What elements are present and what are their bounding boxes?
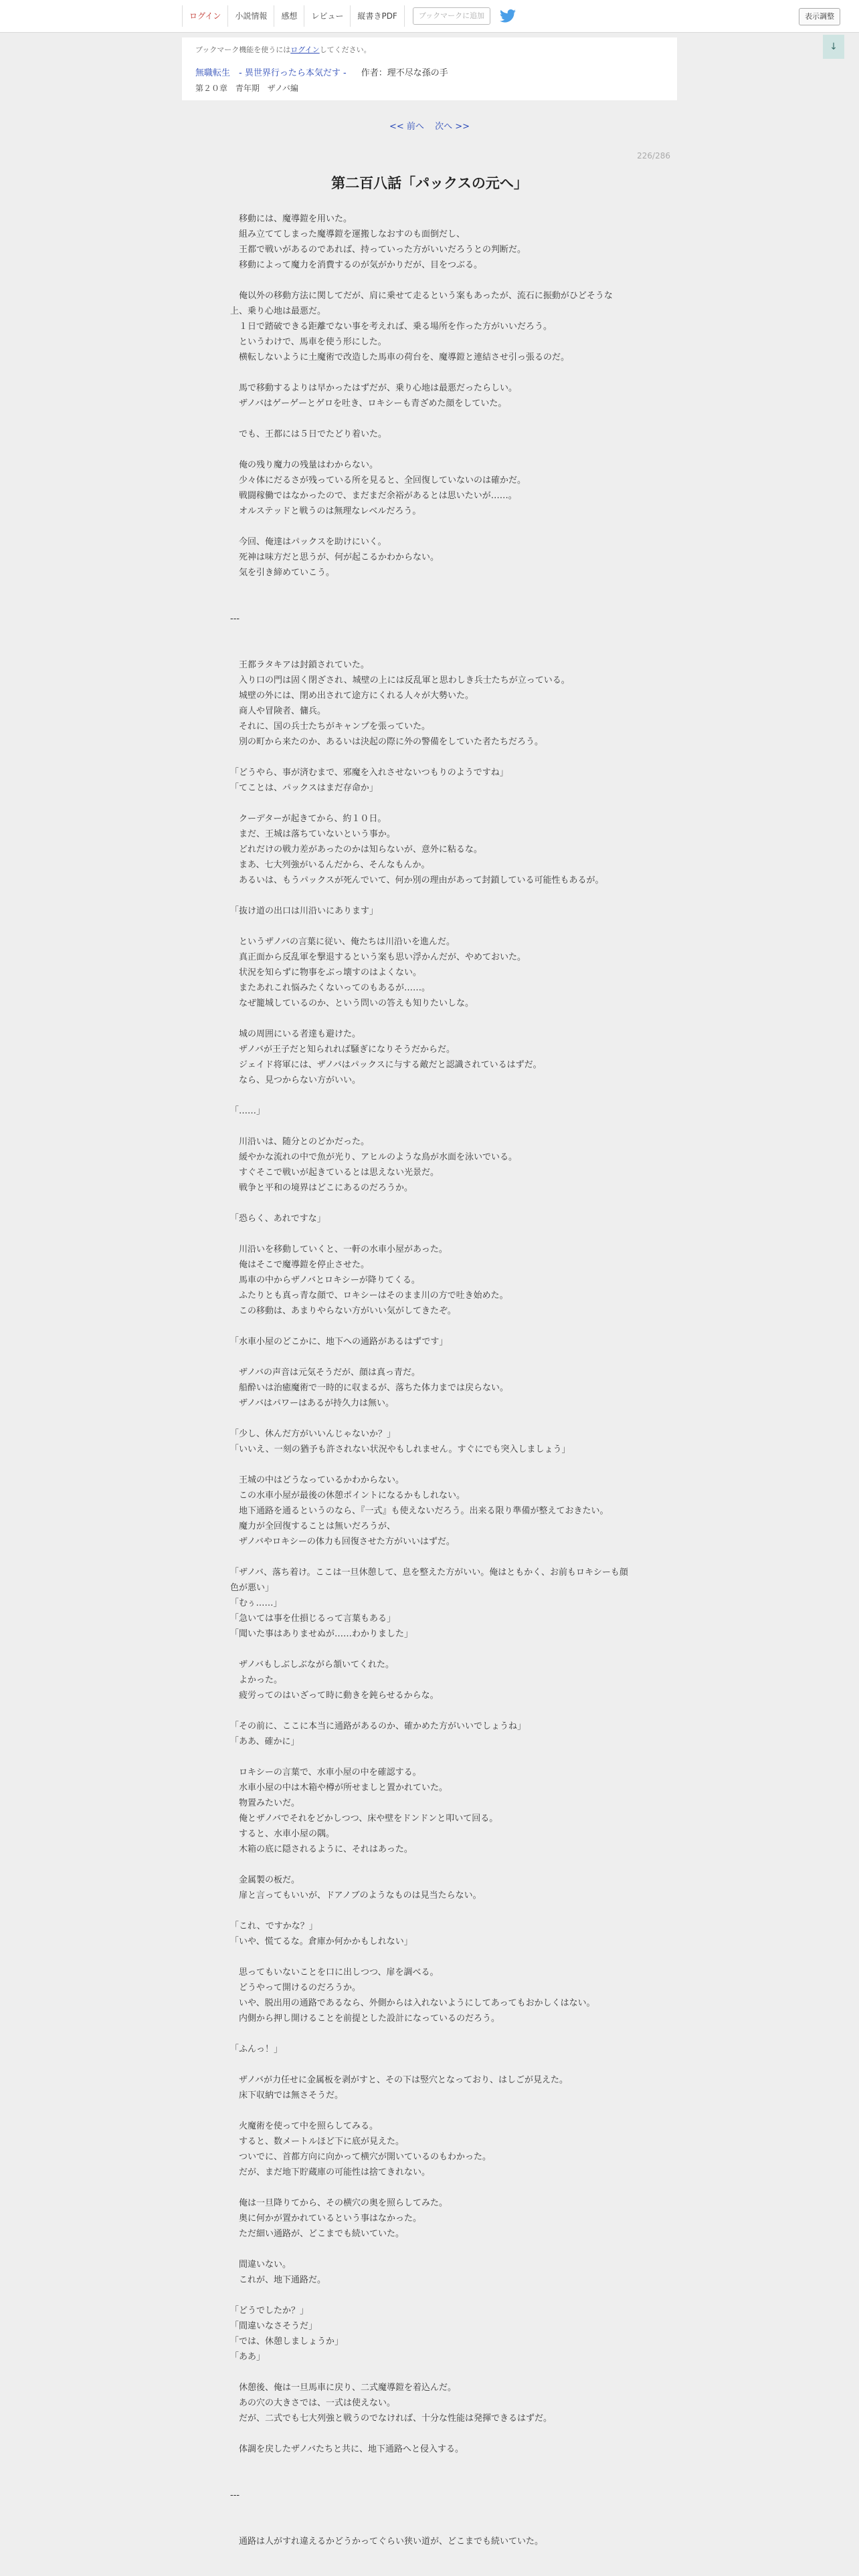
chapter-name: 青年期 [235, 84, 260, 93]
page-navigation [383, 119, 476, 132]
twitter-icon[interactable] [500, 9, 516, 23]
display-settings-button[interactable]: 表示調整 [799, 8, 840, 25]
top-navigation-bar [0, 0, 859, 33]
login-link[interactable]: ログイン [182, 5, 228, 27]
bookmark-notice [195, 44, 664, 55]
novel-info-link[interactable]: 小説情報 [228, 5, 274, 27]
vertical-pdf-link[interactable]: 縦書きPDF [351, 5, 404, 27]
bookmark-notice-suffix: してください。 [319, 45, 371, 54]
bookmark-notice-prefix: ブックマーク機能を使うには [195, 45, 291, 54]
bookmark-notice-login-link[interactable]: ログイン [290, 45, 320, 54]
next-page-link[interactable]: 次へ >> [435, 122, 470, 132]
author-label[interactable]: 作者：理不尽な孫の手 [361, 68, 448, 78]
review-link[interactable]: レビュー [304, 5, 351, 27]
chapter-info [195, 82, 664, 94]
series-info [195, 66, 664, 78]
series-title-link[interactable]: 無職転生 - 異世界行ったら本気だす - [195, 68, 347, 78]
episode-title: 第二百八話「パックスの元へ」 [331, 175, 528, 191]
episode-body: 移動には、魔導鎧を用いた。 組み立ててしまった魔導鎧を運搬しなおすのも面倒だし、 王都で戦いがあるのであれば、持っていった方がいいだろうとの判断だ。 移動によって魔力を消費するのが気がかりだが、目をつぶる。 俺以外の移動方法に関してだが、肩に乗せて走るという案もあったが、流石に振動がひどそうな上、乗り心地は最悪だ。 １日で踏破できる距離でない事を考えれば、乗る場所を作った方がいいだろう。 というわけで、馬車を使う形にした。 横転しないように土魔術で改造した馬車の荷台を、魔導鎧と連結させ引っ張るのだ。 馬で移動するよりは早かったはずだが、乗り心地は最悪だったらしい。 ザノバはゲーゲーとゲロを吐き、ロキシーも青ざめた顔をしていた。 でも、王都には５日でたどり着いた。 俺の残り魔力の残量はわからない。 少々体にだるさが残っている所を見ると、全回復していないのは確かだ。 戦闘稼働ではなかったので、まだまだ余裕があるとは思いたいが……。 オルステッドと戦うのは無理なレベルだろう。 今回、俺達はパックスを助けにいく。 死神は味方だと思うが、何が起こるかわからない。 気を引き締めていこう。 --- 王都ラタキアは封鎖されていた。 入り口の門は固く閉ざされ、城壁の上には反乱軍と思わしき兵士たちが立っている。 城壁の外には、閉め出されて途方にくれる人々が大勢いた。 商人や冒険者、傭兵。 それに、国の兵士たちがキャンプを張っていた。 別の町から来たのか、あるいは決起の際に外の警備をしていた者たちだろう。 「どうやら、事が済むまで、邪魔を入れさせないつもりのようですね」 「てことは、パックスはまだ存命か」 クーデターが起きてから、約１０日。 まだ、王城は落ちていないという事か。 どれだけの戦力差があったのかは知らないが、意外に粘るな。 まあ、七大列強がいるんだから、そんなもんか。 あるいは、もうパックスが死んでいて、何か別の理由があって封鎖している可能性もあるが。 「抜け道の出口は川沿いにあります」 というザノバの言葉に従い、俺たちは川沿いを進んだ。 真正面から反乱軍を撃退するという案も思い浮かんだが、やめておいた。 状況を知らずに物事をぶっ壊すのはよくない。 またあれこれ悩みたくないってのもあるが……。 なぜ籠城しているのか、という問いの答えも知りたいしな。 城の周囲にいる者達も避けた。 ザノバが王子だと知られれば騒ぎになりそうだからだ。 ジェイド将軍には、ザノバはパックスに与する敵だと認識されているはずだ。 なら、見つからない方がいい。 「……」 川沿いは、随分とのどかだった。 緩やかな流れの中で魚が光り、アヒルのような鳥が水面を泳いでいる。 すぐそこで戦いが起きているとは思えない光景だ。 戦争と平和の境界はどこにあるのだろうか。 「恐らく、あれですな」 川沿いを移動していくと、一軒の水車小屋があった。 俺はそこで魔導鎧を停止させた。 馬車の中からザノバとロキシーが降りてくる。 ふたりとも真っ青な顔で、ロキシーはそのまま川の方で吐き始めた。 この移動は、あまりやらない方がいい気がしてきたぞ。 「水車小屋のどこかに、地下への通路があるはずです」 ザノバの声音は元気そうだが、顔は真っ青だ。 船酔いは治癒魔術で一時的に収まるが、落ちた体力までは戻らない。 ザノバはパワーはあるが持久力は無い。 「少し、休んだ方がいいんじゃないか？」 「いいえ、一刻の猶予も許されない状況やもしれません。すぐにでも突入しましょう」 王城の中はどうなっているかわからない。 この水車小屋が最後の休憩ポイントになるかもしれない。 地下通路を通るというのなら、『一式』も使えないだろう。出来る限り準備が整えておきたい。 魔力が全回復することは無いだろうが、 ザノバやロキシーの体力も回復させた方がいいはずだ。 「ザノバ、落ち着け。ここは一旦休憩して、息を整えた方がいい。俺はともかく、お前もロキシーも顔色が悪い」 「むぅ……」 「急いては事を仕損じるって言葉もある」 「聞いた事はありませぬが……わかりました」 ザノバもしぶしぶながら頷いてくれた。 よかった。 疲労ってのはいざって時に動きを鈍らせるからな。 「その前に、ここに本当に通路があるのか、確かめた方がいいでしょうね」 「ああ、確かに」 ロキシーの言葉で、水車小屋の中を確認する。 水車小屋の中は木箱や樽が所せましと置かれていた。 物置みたいだ。 俺とザノバでそれをどかしつつ、床や壁をドンドンと叩いて回る。 すると、水車小屋の隅。 木箱の底に隠されるように、それはあった。 金属製の板だ。 扉と言ってもいいが、ドアノブのようなものは見当たらない。 「これ、ですかな？」 「いや、慌てるな。倉庫か何かかもしれない」 思ってもいないことを口に出しつつ、扉を調べる。 どうやって開けるのだろうか。 いや、脱出用の通路であるなら、外側からは入れないようにしてあってもおかしくはない。 内側から押し開けることを前提とした設計になっているのだろう。 「ふんっ！」 ザノバが力任せに金属板を剥がすと、その下は竪穴となっており、はしごが見えた。 床下収納では無さそうだ。 火魔術を使って中を照らしてみる。 すると、数メートルほど下に底が見えた。 ついでに、首都方向に向かって横穴が開いているのもわかった。 だが、まだ地下貯蔵庫の可能性は捨てきれない。 俺は一旦降りてから、その横穴の奥を照らしてみた。 奥に何かが置かれているという事はなかった。 ただ細い通路が、どこまでも続いていた。 間違いない。 これが、地下通路だ。 「どうでしたか？」 「間違いなさそうだ」 「では、休憩しましょうか」 「ああ」 休憩後、俺は一旦馬車に戻り、二式魔導鎧を着込んだ。 あの穴の大きさでは、一式は使えない。 だが、二式でも七大列強と戦うのでなければ、十分な性能は発揮できるはずだ。 体調を戻したザノバたちと共に、地下通路へと侵入する。 --- 通路は人がすれ違えるかどうかってぐらい狭い道が、どこまでも続いていた。 [230, 214, 628, 2547]
add-bookmark-button[interactable]: ブックマークに追加 [413, 7, 490, 25]
prev-page-link[interactable]: << 前へ [389, 122, 424, 132]
novel-header-box [182, 37, 677, 100]
chapter-subtitle: ザノバ編 [267, 84, 298, 93]
main-nav [182, 5, 516, 27]
scroll-down-button[interactable]: ↓ [823, 35, 844, 59]
chapter-number: 第２０章 [195, 84, 228, 93]
impressions-link[interactable]: 感想 [274, 5, 304, 27]
page-count: 226/286 [637, 151, 670, 160]
